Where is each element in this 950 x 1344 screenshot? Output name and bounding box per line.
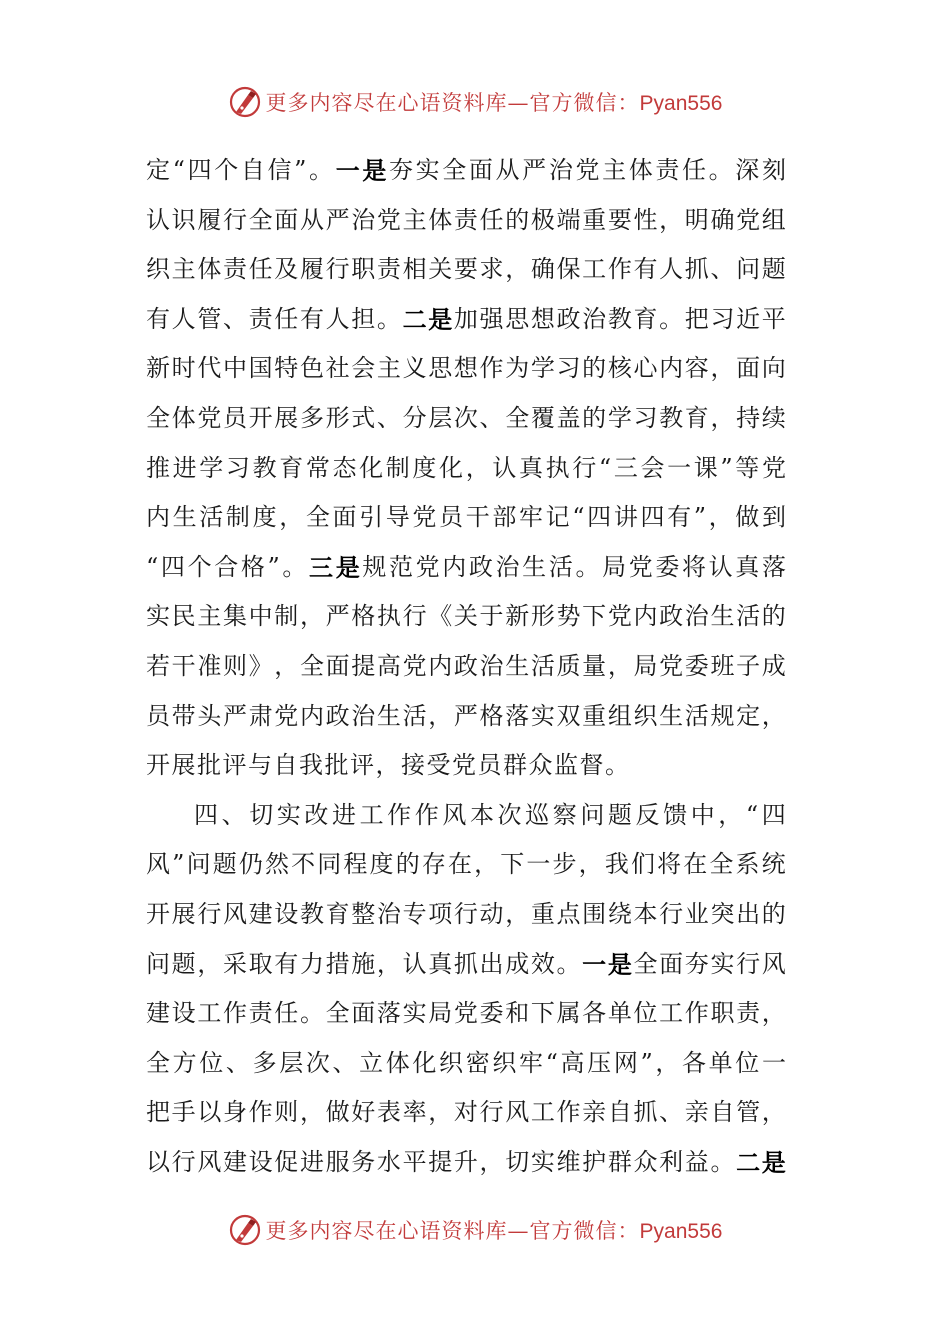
header-watermark-banner — [0, 82, 950, 122]
paragraph-line: 四 、 切 实 改 进 工 作 作 风 本 次 巡 察 问 题 反 馈 中 ， “ 四 — [194, 800, 786, 829]
wechat-id: Pyan556 — [639, 92, 723, 115]
paragraph-line: 实 民 主 集 中 制 ， 严 格 执 行 《 关 于 新 形 势 下 党 内 政 治 生 活 的 — [146, 602, 786, 631]
paragraph-line: 内 生 活 制 度 ， 全 面 引 导 党 员 干 部 牢 记 “ 四 讲 四 有 ” ， 做 到 — [146, 503, 786, 532]
paragraph-line: 以 行 风 建 设 促 进 服 务 水 平 提 升 ， 切 实 维 护 群 众 利 益 。 二 是 — [146, 1147, 786, 1177]
paragraph-line: 全 方 位 、 多 层 次 、 立 体 化 织 密 织 牢 “ 高 压 网 ” ， 各 单 位 一 — [146, 1048, 786, 1077]
paragraph-line: 建 设 工 作 责 任 。 全 面 落 实 局 党 委 和 下 属 各 单 位 工 作 职 责 ， — [146, 999, 786, 1028]
footer-watermark-banner — [0, 1210, 950, 1250]
paragraph-line: 问 题 ， 采 取 有 力 措 施 ， 认 真 抓 出 成 效 。 一 是 全 面 夯 实 行 风 — [146, 949, 786, 979]
wechat-id: Pyan556 — [639, 1220, 723, 1243]
paragraph-line: 织 主 体 责 任 及 履 行 职 责 相 关 要 求 ， 确 保 工 作 有 人 抓 、 问 题 — [146, 255, 786, 284]
pen-nib-logo-icon — [228, 85, 262, 119]
pen-nib-logo-icon — [228, 1213, 262, 1247]
paragraph-line: 风 ” 问 题 仍 然 不 同 程 度 的 存 在 ， 下 一 步 ， 我 们 将 在 全 系 统 — [146, 850, 786, 879]
paragraph-line: 全 体 党 员 开 展 多 形 式 、 分 层 次 、 全 覆 盖 的 学 习 教 育 ， 持 续 — [146, 403, 786, 432]
paragraph-line: 推 进 学 习 教 育 常 态 化 制 度 化 ， 认 真 执 行 “ 三 会 一 课 ” 等 党 — [146, 453, 786, 482]
paragraph-line: 定 “ 四 个 自 信 ” 。 一 是 夯 实 全 面 从 严 治 党 主 体 责 任 。 深 刻 — [146, 156, 786, 185]
header-banner-text: 更多内容尽在心语资料库—官方微信：Pyan556 — [265, 91, 723, 115]
document-body — [146, 146, 786, 1187]
paragraph-line: 认 识 履 行 全 面 从 严 治 党 主 体 责 任 的 极 端 重 要 性 ， 明 确 党 组 — [146, 205, 786, 234]
paragraph-line: 员 带 头 严 肃 党 内 政 治 生 活 ， 严 格 落 实 双 重 组 织 生 活 规 定 ， — [146, 701, 786, 730]
paragraph-line: 开 展 行 风 建 设 教 育 整 治 专 项 行 动 ， 重 点 围 绕 本 行 业 突 出 的 — [146, 899, 786, 928]
paragraph-line: 若 干 准 则 》 ， 全 面 提 高 党 内 政 治 生 活 质 量 ， 局 党 委 班 子 成 — [146, 651, 786, 680]
paragraph-line: 开 展 批 评 与 自 我 批 评 ， 接 受 党 员 群 众 监 督 。 — [146, 751, 631, 780]
paragraph-line: 有 人 管 、 责 任 有 人 担 。 二 是 加 强 思 想 政 治 教 育 。 把 习 近 平 — [146, 304, 786, 334]
footer-banner-text: 更多内容尽在心语资料库—官方微信：Pyan556 — [265, 1219, 723, 1243]
paragraph-line: “ 四 个 合 格 ” 。 三 是 规 范 党 内 政 治 生 活 。 局 党 委 将 认 真 落 — [146, 552, 786, 582]
paragraph-line: 新 时 代 中 国 特 色 社 会 主 义 思 想 作 为 学 习 的 核 心 内 容 ， 面 向 — [146, 354, 786, 383]
paragraph-line: 把 手 以 身 作 则 ， 做 好 表 率 ， 对 行 风 工 作 亲 自 抓 、 亲 自 管 ， — [146, 1098, 786, 1127]
